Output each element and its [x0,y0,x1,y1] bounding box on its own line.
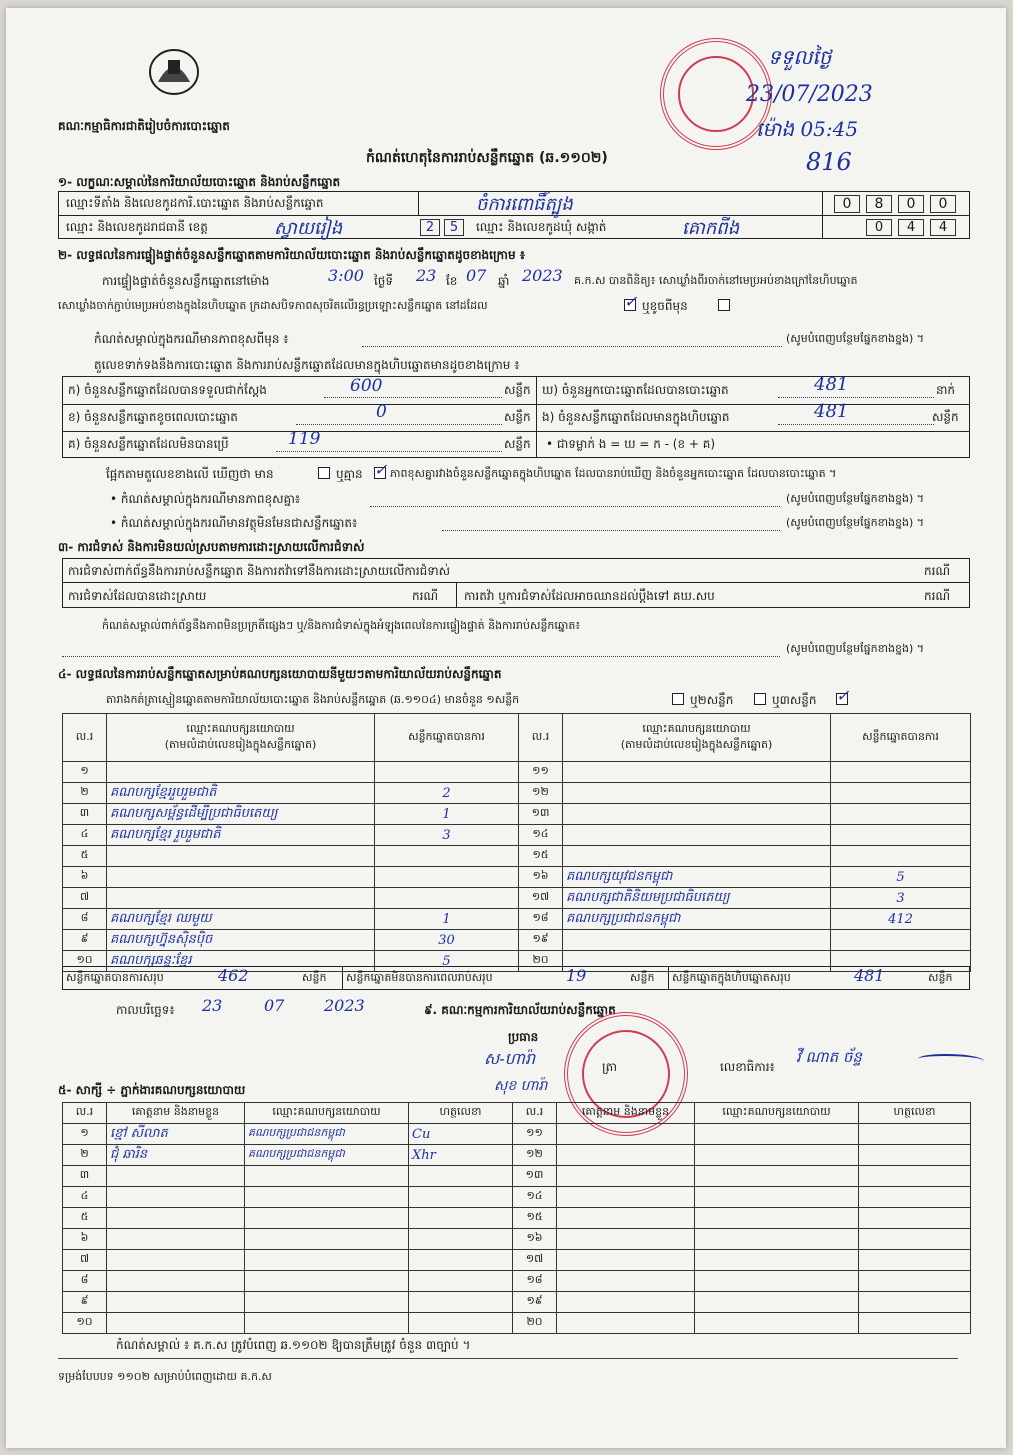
row-no: ១២ [513,1145,557,1166]
secretary-label: លេខាធិការ៖ [720,1060,775,1074]
party-name: គណបក្សឆន្ទៈខ្មែរ [107,951,375,972]
party-name: គណបក្សខ្មែររួបរួមជាតិ [107,783,375,804]
total-invalid-value: 19 [566,966,587,985]
commune-code-digit: 0 [866,219,892,236]
totals-row [62,966,970,990]
table-row [63,783,971,804]
table-row [63,825,971,846]
compare-label: ផ្អែកតាមតួលេខខាងលើ ឃើញថា មាន [106,467,274,481]
row-no: ២០ [519,951,563,972]
two-sheets-checkbox[interactable] [754,693,766,705]
party-votes [375,846,519,867]
row-no: ១៤ [519,825,563,846]
row-no: ១១ [513,1124,557,1145]
seal-label: ត្រា [602,1060,617,1074]
party-votes [831,825,971,846]
witness-party: គណបក្សប្រជាជនកម្ពុជា [245,1145,409,1166]
commune-label: ឈ្មោះ និងលេខកូដឃុំ សង្កាត់ [476,220,607,234]
case-label: ករណី [412,589,439,603]
received-note-number: 816 [806,148,852,176]
row-no: ៤ [63,825,107,846]
party-votes [831,783,971,804]
table-row [63,1271,971,1292]
seal-broken-label: ឬខូចពីមុន [642,299,688,313]
party-name [563,804,831,825]
date-year: 2023 [324,996,365,1015]
col-votes: សន្លឹកឆ្នោតបានការ [375,714,519,762]
spoiled-ballots-value: 0 [376,402,387,422]
voters-label: ឃ) ចំនួនអ្នកបោះឆ្នោតដែលបានបោះឆ្នោត [542,383,729,397]
row-no: ១៧ [519,888,563,909]
three-sheets-label: ឬ៣សន្លឹក [772,693,817,707]
row-no: ២០ [513,1313,557,1334]
row-no: ១៦ [519,867,563,888]
row-no: ១៨ [513,1271,557,1292]
verify-text-e: គ.ក.ស បានពិនិត្យ៖ សោឃ្លាំងពីរចាក់នៅមេប្រអប់ខាងក្រៅនៃហិបឆ្នោត [574,274,858,287]
unit-label: សន្លឹក [928,971,953,984]
objection-label: ការជំទាស់ពាក់ព័ន្ធនឹងការរាប់សន្លឹកឆ្នោត និងការតវ៉ាទៅនឹងការដោះស្រាយលើការជំទាស់ [68,564,451,578]
unit-label: សន្លឹក [302,971,327,984]
total-box-label: សន្លឹកឆ្នោតក្នុងហិបឆ្នោតសរុប [672,971,791,984]
party-votes [831,804,971,825]
section3-heading: ៣- ការជំទាស់ និងការមិនយល់ស្របតាមការដោះស្រាយលើការជំទាស់ [58,540,365,554]
fill-hint: (សូមបំពេញបន្ថែមផ្នែកខាងខ្នង) ។ [786,332,925,345]
section5-heading: ៥- សាក្សី ÷ ភ្នាក់ងារគណបក្សនយោបាយ [58,1083,246,1097]
col-votes: សន្លឹកឆ្នោតបានការ [831,714,971,762]
row-no: ១៣ [519,804,563,825]
row-no: ៩ [63,930,107,951]
unit-label: នាក់ [936,383,956,397]
received-note-line1: ទទួលថ្ងៃ [768,45,832,69]
verify-day: 23 [416,266,437,285]
party-name [563,930,831,951]
committee-name: គណៈកម្មាធិការជាតិរៀបចំការបោះឆ្នោត [58,119,230,133]
witness-name: ជុំ ឆារិន [107,1145,245,1166]
province-code-digit: 5 [444,219,464,236]
col-signature: ហត្ថលេខា [409,1103,513,1124]
table-row [63,888,971,909]
col-party: ឈ្មោះគណបក្សនយោបាយ (តាមលំដាប់លេខរៀងក្នុងសន្លឹកឆ្នោត) [107,714,375,762]
compare-text: ភាពខុសគ្នារវាងចំនួនសន្លឹកឆ្នោតក្នុងហិបឆ្នោត ដែលបានរាប់ឃើញ និងចំនួនអ្នកបោះឆ្នោត ដែលបានបោះឆ្នោត ។ [390,467,837,480]
row-no: ១ [63,1124,107,1145]
party-name [563,846,831,867]
form-page: គណៈកម្មាធិការជាតិរៀបចំការបោះឆ្នោត ទទួលថ្ងៃ 23/07/2023 ម៉ោង 05:45 816 កំណត់ហេតុនៃការរាប់សន្លឹកឆ្នោត (ឆ.១១០២) ១- លក្ខណៈសម្គាល់នៃការិយាល័យបោះឆ្នោត និងរាប់សន្លឹកឆ្នោត ឈ្មោះទីតាំង និងលេខកូដការិ.បោះឆ្នោត និងរាប់សន្លឹកឆ្នោត ចំការពោធិ៍ត្បូង 0 8 0 0 ឈ្មោះ និងលេខកូដរាជធានី ខេត្ត ស្វាយរៀង 2 5 ឈ្មោះ និងលេខកូដឃុំ សង្កាត់ គោកពីង 0 4 4 ២- លទ្ធផលនៃការផ្ទៀងផ្ទាត់ចំនួនសន្លឹកឆ្នោតតាមការិយាល័យបោះឆ្នោត និងរាប់សន្លឹកឆ្នោតដូចខាងក្រោម ៖ ការផ្ទៀងផ្ទាត់ចំនួនសន្លឹកឆ្នោតនៅម៉ោង 3:00 ថ្ងៃទី 23 ខែ 07 ឆ្នាំ 2023 គ.ក.ស បានពិនិត្យ៖ សោឃ្លាំងពីរចាក់នៅមេប្រអប់ខាងក្រៅនៃហិបឆ្នោត សោឃ្លាំងចាក់ភ្ជាប់មេប្រអប់ខាងក្នុងនៃហិបឆ្នោត ក្រដាសបិទភាពសុចរិតលើរន្ធប្រឡោះសន្លឹកឆ្នោត នៅដដែល ✓ ឬខូចពីមុន កំណត់សម្គាល់ក្នុងករណីមានភាពខុសពីមុន ៖ (សូមបំពេញបន្ថែមផ្នែកខាងខ្នង) ។ តួលេខទាក់ទងនឹងការបោះឆ្នោត និងការរាប់សន្លឹកឆ្នោតដែលមានក្នុងហិបឆ្នោតមានដូចខាងក្រោម ៖ ក) ចំនួនសន្លឹកឆ្នោតដែលបានទទួលជាក់ស្តែង 600 សន្លឹក ខ) ចំនួនសន្លឹកឆ្នោតខូចពេលបោះឆ្នោត 0 សន្លឹក គ) ចំនួនសន្លឹកឆ្នោតដែលមិនបានប្រើ 119 សន្លឹក ឃ) ចំនួនអ្នកបោះឆ្នោតដែលបានបោះឆ្នោត 481 នាក់ ង) ចំនួនសន្លឹកឆ្នោតដែលមានក្នុងហិបឆ្នោត 481 សន្លឹក • ជាទម្លាក់ ង = ឃ = ក - (ខ + គ) ផ្អែកតាមតួលេខខាងលើ ឃើញថា មាន ឬគ្មាន ✓ ភាពខុសគ្នារវាងចំនួនសន្លឹកឆ្នោតក្នុងហិបឆ្នោត ដែលបានរាប់ឃើញ និងចំនួនអ្នកបោះឆ្នោត ដែលបានបោះឆ្នោត ។ • កំណត់សម្គាល់ក្នុងករណីមានភាពខុសគ្នា៖ (សូមបំពេញបន្ថែមផ្នែកខាងខ្នង) ។ • កំណត់សម្គាល់ក្នុងករណីមានវត្ថុមិនមែនជាសន្លឹកឆ្នោត៖ (សូមបំពេញបន្ថែមផ្នែកខាងខ្នង) ។ ៣- ការជំទាស់ និងការមិនយល់ស្របតាមការដោះស្រាយលើការជំទាស់ ការជំទាស់ពាក់ព័ន្ធនឹងការរាប់សន្លឹកឆ្នោត និងការតវ៉ាទៅនឹងការដោះស្រាយលើការជំទាស់ ករណី ការជំទាស់ដែលបានដោះស្រាយ ករណី ការតវ៉ា ឬការជំទាស់ដែលអាចឈានដល់ប្តឹងទៅ គឃ.សប ករណី កំណត់សម្គាល់ពាក់ព័ន្ធនឹងភាពមិនប្រក្រតីផ្សេងៗ ឬ/និងការជំទាស់ក្នុងអំឡុងពេលនៃការផ្ទៀងផ្ទាត់ និងការរាប់សន្លឹកឆ្នោត៖ (សូមបំពេញបន្ថែមផ្នែកខាងខ្នង) ។ ៤- លទ្ធផលនៃការរាប់សន្លឹកឆ្នោតសម្រាប់គណបក្សនយោបាយនីមួយៗតាមការិយាល័យរាប់សន្លឹកឆ្នោត តារាងកត់ត្រាស្មៀនឆ្នោតតាមការិយាល័យបោះឆ្នោត និងរាប់សន្លឹកឆ្នោត (ឆ.១១០៤) មានចំនួន ១សន្លឹក ឬ២សន្លឹក ឬ៣សន្លឹក ✓ ល.រ ឈ្មោះគណបក្សនយោបាយ (តាមលំដាប់លេខរៀងក្នុងសន្លឹកឆ្នោត) សន្លឹកឆ្នោតបានការ ល.រ ឈ្មោះគណបក្សនយោបាយ (តាមលំដាប់លេខរៀងក្នុងសន្លឹកឆ្នោត) សន្លឹកឆ្នោតបានការ ១ ១១ ២ គណបក្សខ្មែររួបរួមជាតិ 2 ១២ ៣ គណបក្សសម្ព័ន្ធដើម្បីប្រជាធិបតេយ្យ 1 ១៣ ៤ គណបក្សខ្មែរ រួបរួមជាតិ 3 ១៤ ៥ ១៥ ៦ ១៦ គណបក្សយុវជនកម្ពុជា 5 ៧ ១៧ គណបក្សជាតិនិយមប្រជាធិបតេយ្យ 3 ៨ គណបក្សខ្មែរ ឈមួយ 1 ១៨ គណបក្សប្រជាជនកម្ពុជា 412 ៩ គណបក្សហ្វ៊ុនស៊ិនប៉ិច 30 ១៩ ១០ គណបក្សឆន្ទៈខ្មែរ 5 ២០ សន្លឹកឆ្នោតបានការសរុប 462 សន្លឹក សន្លឹកឆ្នោតមិនបានការពេលរាប់សរុប 19 សន្លឹក សន្លឹកឆ្នោតក្នុងហិបឆ្នោតសរុប 481 សន្លឹក កាលបរិច្ឆេទ៖ 23 07 2023 ៩. គណៈកម្មការការិយាល័យរាប់សន្លឹកឆ្នោត ប្រធាន ត្រា ស-ហារ៉ា សុខ ហារ៉ា លេខាធិការ៖ វី ណាត ច័ន្ទ ៥- សាក្សី ÷ ភ្នាក់ងារគណបក្សនយោបាយ ល.រ គោត្តនាម និងនាមខ្លួន ឈ្មោះគណបក្សនយោបាយ ហត្ថលេខា ល.រ គោត្តនាម និងនាមខ្លួន ឈ្មោះគណបក្សនយោបាយ ហត្ថលេខា ១ ខ្មៅ សីលាត គណបក្សប្រជាជនកម្ពុជា Cu ១១ ២ ជុំ ឆារិន គណបក្សប្រជាជនកម្ពុជា Xhr ១២ ៣ ១៣ ៤ ១៤ ៥ ១៥ ៦ ១៦ ៧ ១៧ ៨ ១៨ ៩ ១៩ ១០ ២០ កំណត់សម្គាល់ ៖ គ.ក.ស ត្រូវបំពេញ ឆ.១១០២ ឱ្យបានត្រឹមត្រូវ ចំនួន ៣ច្បាប់ ។ ទម្រង់បែបបទ ១១០២ សម្រាប់បំពេញដោយ គ.ក.ស [6,8,1006,1448]
received-note-time: ម៉ោង 05:45 [756,117,859,141]
chair-name: សុខ ហារ៉ា [494,1078,548,1094]
unused-ballots-label: គ) ចំនួនសន្លឹកឆ្នោតដែលមិនបានប្រើ [68,437,229,451]
unit-label: សន្លឹក [630,971,655,984]
spoiled-ballots-label: ខ) ចំនួនសន្លឹកឆ្នោតខូចពេលបោះឆ្នោត [68,410,238,424]
party-votes [375,762,519,783]
verify-text-line2: សោឃ្លាំងចាក់ភ្ជាប់មេប្រអប់ខាងក្នុងនៃហិបឆ្នោត ក្រដាសបិទភាពសុចរិតលើរន្ធប្រឡោះសន្លឹកឆ្នោត នៅដដែល [58,299,488,312]
has-difference-checkbox[interactable] [318,467,330,479]
col-no: ល.រ [63,1103,107,1124]
commune-value: គោកពីង [682,218,740,239]
verify-text-a: ការផ្ទៀងផ្ទាត់ចំនួនសន្លឹកឆ្នោតនៅម៉ោង [102,274,270,288]
table-row [63,1166,971,1187]
nec-emblem-icon [144,42,204,100]
witness-signature: Cu [409,1124,513,1145]
unit-label: សន្លឹក [504,383,531,397]
verify-time: 3:00 [328,266,364,285]
party-votes: 1 [375,804,519,825]
row-no: ១៨ [519,909,563,930]
total-invalid-label: សន្លឹកឆ្នោតមិនបានការពេលរាប់សរុប [346,971,493,984]
seal-broken-checkbox[interactable] [718,299,730,311]
location-code-digit: 0 [898,195,924,213]
party-votes [375,888,519,909]
party-name [107,867,375,888]
party-votes: 5 [831,867,971,888]
row-no: ១៩ [513,1292,557,1313]
date-day: 23 [202,996,223,1015]
row-no: ១៣ [513,1166,557,1187]
row-no: ៩ [63,1292,107,1313]
footer-note: កំណត់សម្គាល់ ៖ គ.ក.ស ត្រូវបំពេញ ឆ.១១០២ ឱ្យបានត្រឹមត្រូវ ចំនួន ៣ច្បាប់ ។ [116,1338,471,1352]
section1-heading: ១- លក្ខណៈសម្គាល់នៃការិយាល័យបោះឆ្នោត និងរាប់សន្លឹកឆ្នោត [58,175,341,189]
commune-code-digit: 4 [930,219,956,236]
row-no: ៦ [63,1229,107,1250]
col-signature: ហត្ថលេខា [859,1103,971,1124]
row-no: ១១ [519,762,563,783]
row-no: ២ [63,1145,107,1166]
fill-hint: (សូមបំពេញបន្ថែមផ្នែកខាងខ្នង) ។ [786,492,925,505]
party-name [107,762,375,783]
difference-note2-label: • កំណត់សម្គាល់ក្នុងករណីមានភាពខុសគ្នា៖ [110,492,301,506]
party-votes [831,930,971,951]
witness-signature: Xhr [409,1145,513,1166]
col-party: ឈ្មោះគណបក្សនយោបាយ [695,1103,859,1124]
table-row [63,1292,971,1313]
table-row [63,804,971,825]
table-row [63,1124,971,1145]
fill-hint: (សូមបំពេញបន្ថែមផ្នែកខាងខ្នង) ។ [786,516,925,529]
verify-year: 2023 [522,266,563,285]
case-label: ករណី [924,589,951,603]
form-title: កំណត់ហេតុនៃការរាប់សន្លឹកឆ្នោត (ឆ.១១០២) [366,150,608,166]
box-ballots-label: ង) ចំនួនសន្លឹកឆ្នោតដែលមានក្នុងហិបឆ្នោត [542,410,730,424]
col-name: គោត្តនាម និងនាមខ្លួន [557,1103,695,1124]
party-votes [375,867,519,888]
irregularity-note-label: កំណត់សម្គាល់ពាក់ព័ន្ធនឹងភាពមិនប្រក្រតីផ្សេងៗ ឬ/និងការជំទាស់ក្នុងអំឡុងពេលនៃការផ្ទៀងផ្ទាត់ និងការរាប់សន្លឹកឆ្នោត៖ [102,619,581,632]
location-code-digit: 8 [866,195,892,213]
col-no: ល.រ [63,714,107,762]
row-no: ២ [63,783,107,804]
formula: • ជាទម្លាក់ ង = ឃ = ក - (ខ + គ) [546,437,716,451]
secretary-signature [918,1054,984,1066]
party-votes [831,846,971,867]
col-no: ល.រ [513,1103,557,1124]
party-votes: 30 [375,930,519,951]
counting-committee-label: ៩. គណៈកម្មការការិយាល័យរាប់សន្លឹកឆ្នោត [424,1003,616,1017]
party-name: គណបក្សសម្ព័ន្ធដើម្បីប្រជាធិបតេយ្យ [107,804,375,825]
table-row [63,1250,971,1271]
party-name: គណបក្សខ្មែរ ឈមួយ [107,909,375,930]
row-no: ៥ [63,1208,107,1229]
appeal-label: ការតវ៉ា ឬការជំទាស់ដែលអាចឈានដល់ប្តឹងទៅ គឃ.សប [464,589,715,603]
table-row [63,1187,971,1208]
party-results-table [62,713,971,972]
party-name [563,783,831,804]
party-name [107,888,375,909]
row-no: ១ [63,762,107,783]
verify-text-b: ថ្ងៃទី [374,274,394,288]
party-name: គណបក្សយុវជនកម្ពុជា [563,867,831,888]
province-code-digit: 2 [420,219,440,236]
date-month: 07 [264,996,285,1015]
table-row [63,909,971,930]
total-valid-value: 462 [218,966,249,985]
one-sheet-checkbox[interactable] [672,693,684,705]
received-ballots-value: 600 [350,376,383,396]
col-name: គោត្តនាម និងនាមខ្លួន [107,1103,245,1124]
section4-heading: ៤- លទ្ធផលនៃការរាប់សន្លឹកឆ្នោតសម្រាប់គណបក្សនយោបាយនីមួយៗតាមការិយាល័យរាប់សន្លឹកឆ្នោត [58,667,502,681]
location-code-digit: 0 [834,195,860,213]
table-row [63,846,971,867]
party-votes: 3 [831,888,971,909]
location-code-digit: 0 [930,195,956,213]
table-row [63,1313,971,1334]
verify-text-d: ឆ្នាំ [498,274,510,288]
resolved-objection-label: ការជំទាស់ដែលបានដោះស្រាយ [68,589,207,603]
table-row [63,1229,971,1250]
row-no: ៤ [63,1187,107,1208]
secretary-name: វី ណាត ច័ន្ទ [796,1048,862,1066]
section2-heading: ២- លទ្ធផលនៃការផ្ទៀងផ្ទាត់ចំនួនសន្លឹកឆ្នោតតាមការិយាល័យបោះឆ្នោត និងរាប់សន្លឹកឆ្នោតដូចខាងក្រោម ៖ [58,248,526,262]
verify-text-c: ខែ [446,274,458,288]
row-no: ៥ [63,846,107,867]
non-ballot-note-label: • កំណត់សម្គាល់ក្នុងករណីមានវត្ថុមិនមែនជាសន្លឹកឆ្នោត៖ [110,516,358,530]
witness-name: ខ្មៅ សីលាត [107,1124,245,1145]
party-name: គណបក្សជាតិនិយមប្រជាធិបតេយ្យ [563,888,831,909]
row-no: ១៦ [513,1229,557,1250]
location-value: ចំការពោធិ៍ត្បូង [476,194,573,215]
form-footer: ទម្រង់បែបបទ ១១០២ សម្រាប់បំពេញដោយ គ.ក.ស [58,1370,272,1383]
unit-label: សន្លឹក [504,437,531,451]
witness-party: គណបក្សប្រជាជនកម្ពុជា [245,1124,409,1145]
party-votes [831,762,971,783]
box-ballots-value: 481 [814,401,849,422]
row-no: ១០ [63,1313,107,1334]
party-name: គណបក្សហ្វ៊ុនស៊ិនប៉ិច [107,930,375,951]
row-no: ១៤ [513,1187,557,1208]
voters-value: 481 [814,374,849,395]
province-label: ឈ្មោះ និងលេខកូដរាជធានី ខេត្ត [66,220,208,234]
location-label: ឈ្មោះទីតាំង និងលេខកូដការិ.បោះឆ្នោត និងរាប់សន្លឹកឆ្នោត [66,196,324,210]
col-party: ឈ្មោះគណបក្សនយោបាយ [245,1103,409,1124]
table-row [63,867,971,888]
total-valid-label: សន្លឹកឆ្នោតបានការសរុប [66,971,164,984]
verify-month: 07 [466,266,487,285]
unused-ballots-value: 119 [288,429,321,449]
party-name [563,762,831,783]
received-note-date: 23/07/2023 [746,82,873,107]
row-no: ៦ [63,867,107,888]
witness-table [62,1102,971,1334]
no-difference-label: ឬគ្មាន [336,467,363,481]
row-no: ១៥ [519,846,563,867]
received-ballots-label: ក) ចំនួនសន្លឹកឆ្នោតដែលបានទទួលជាក់ស្តែង [68,383,267,397]
difference-note-label: កំណត់សម្គាល់ក្នុងករណីមានភាពខុសពីមុន ៖ [94,332,289,346]
two-sheets-label: ឬ២សន្លឹក [690,693,734,707]
row-no: ១៥ [513,1208,557,1229]
col-no: ល.រ [519,714,563,762]
party-votes: 3 [375,825,519,846]
case-label: ករណី [924,564,951,578]
row-no: ១២ [519,783,563,804]
party-name: គណបក្សខ្មែរ រួបរួមជាតិ [107,825,375,846]
fill-hint: (សូមបំពេញបន្ថែមផ្នែកខាងខ្នង) ។ [786,642,925,655]
row-no: ៧ [63,1250,107,1271]
row-no: ៧ [63,888,107,909]
row-no: ៣ [63,804,107,825]
row-no: ១៧ [513,1250,557,1271]
row-no: ៨ [63,909,107,930]
chair-label: ប្រធាន [508,1030,539,1044]
row-no: ៨ [63,1271,107,1292]
col-party: ឈ្មោះគណបក្សនយោបាយ (តាមលំដាប់លេខរៀងក្នុងសន្លឹកឆ្នោត) [563,714,831,762]
total-box-value: 481 [854,966,885,985]
table-row [63,1208,971,1229]
table-row [63,930,971,951]
party-votes: 5 [375,951,519,972]
commune-code-digit: 4 [898,219,924,236]
province-value: ស្វាយរៀង [274,218,343,239]
chair-signature: ស-ហារ៉ា [484,1049,536,1068]
row-no: ១០ [63,951,107,972]
tally-sheet-intro: តារាងកត់ត្រាស្មៀនឆ្នោតតាមការិយាល័យបោះឆ្នោត និងរាប់សន្លឹកឆ្នោត (ឆ.១១០៤) មានចំនួន ១សន្លឹក [106,693,520,706]
row-no: ៣ [63,1166,107,1187]
party-name: គណបក្សប្រជាជនកម្ពុជា [563,909,831,930]
party-name [107,846,375,867]
table-row [63,1145,971,1166]
unit-label: សន្លឹក [504,410,531,424]
row-no: ១៩ [519,930,563,951]
party-votes: 2 [375,783,519,804]
party-name [563,825,831,846]
date-label: កាលបរិច្ឆេទ៖ [116,1003,175,1017]
figures-intro: តួលេខទាក់ទងនឹងការបោះឆ្នោត និងការរាប់សន្លឹកឆ្នោតដែលមានក្នុងហិបឆ្នោតមានដូចខាងក្រោម ៖ [94,358,520,372]
table-row [63,762,971,783]
unit-label: សន្លឹក [932,410,959,424]
party-votes: 412 [831,909,971,930]
party-votes: 1 [375,909,519,930]
